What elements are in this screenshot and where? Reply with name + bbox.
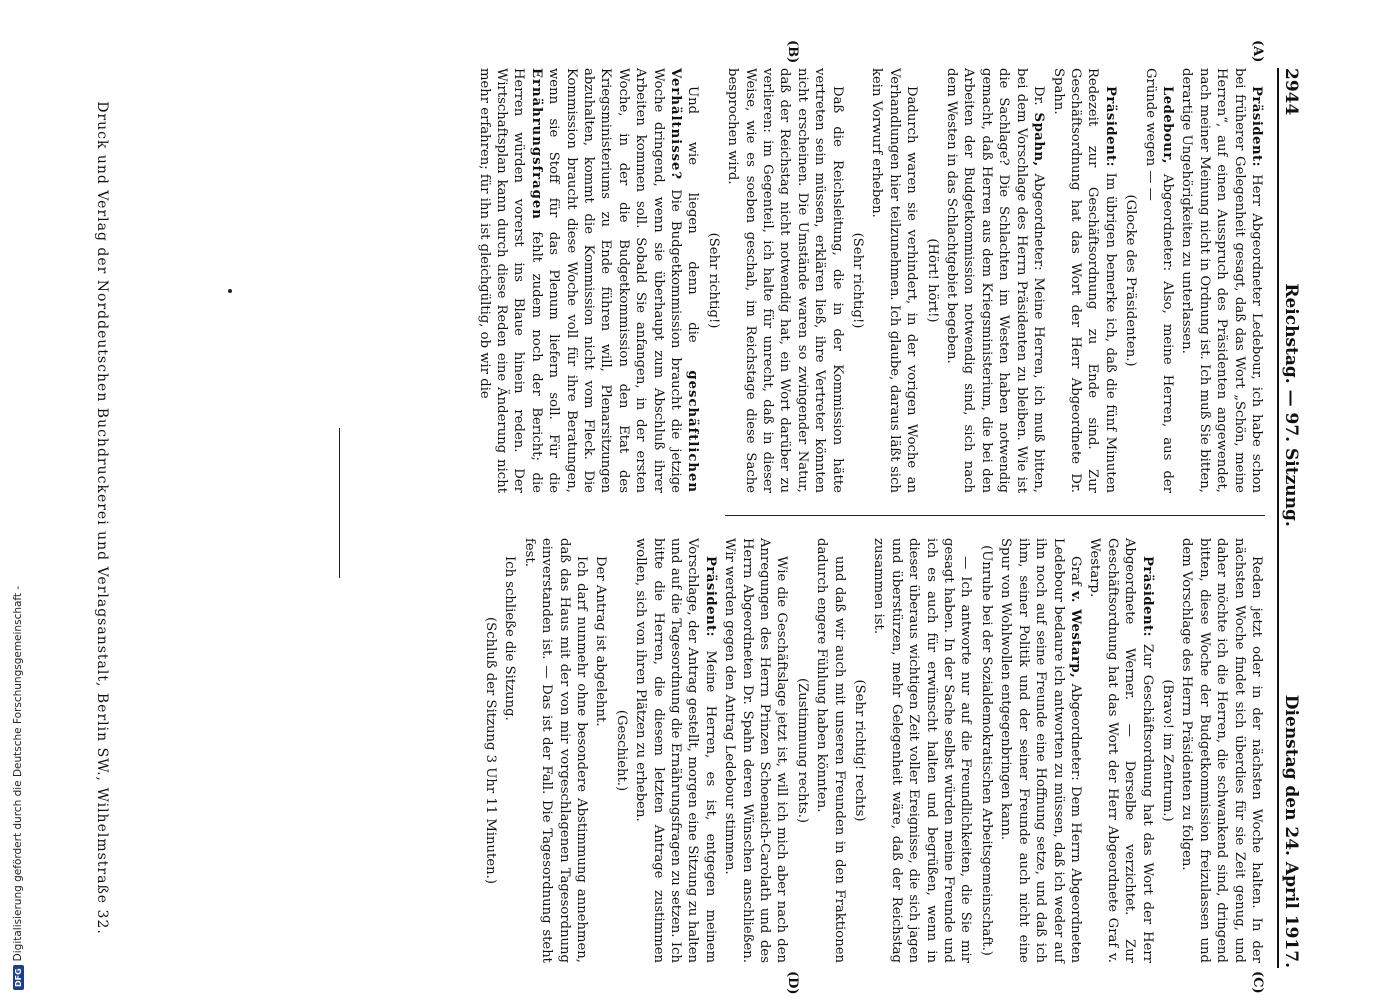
speech-text: Die Budgetkommission braucht die jetzige Woche dringend, wenn sie überhaupt zum Abschluß ihrer Arbeiten kommen soll. Sobald Sie anfangen, in der ersten Woche, in der die Budgetkommission den Etat des Kriegsministeriums zu Ende führen will, Plenarsitzungen abzuhalten, kommt die Kommission nicht vom Fleck. Die Kommission braucht diese Woche voll für ihre Beratungen, wenn sie Stoff für das Plenum liefern soll. Für die — [546, 68, 683, 493]
paragraph: Daß die Reichsleitung, die in der Kommission hätte vertreten sein müssen, erklären ließ, ihre Vertreter könnten nicht erscheinen. Die Umstände waren so zwingender Natur, daß der Reichstag nicht notwendig hat, ein Wort darüber zu verlieren: im Gegenteil, ich halte für unrecht, daß in dieser Weise, wie es soeben geschah, im Reichstage diese Sache besprochen wird. — [725, 68, 845, 493]
interjection: (Unruhe bei der Sozialdemokratischen Arbeitsgemeinschaft.) — [978, 545, 994, 956]
speaker-name: Präsident: — [702, 556, 718, 638]
interjection: (Zustimmung rechts.) — [794, 677, 810, 824]
speaker-name: v. Westarp, — [1067, 591, 1083, 679]
digitization-note — [12, 586, 24, 990]
speaker-name: Präsident: — [1139, 556, 1155, 638]
speech-text: Abgeordneter: Meine Herren, ich muß bitten, bei dem Vorschlage des Herrn Präsidenten zu bleiben. Wie ist die Sachlage? Die Schlachten im Westen haben notwendig gemacht, daß Herren aus dem Kriegsministerium, die bei den Arbeiten der Budgetkommission notwendig sind, sich nach dem Westen in das Schlachtgebiet begeben. — [944, 68, 1047, 493]
speech-text: Abgeordneter: Also, meine Herren, aus der Gründe wegen — — — [1142, 68, 1175, 493]
speaker-prefix: Graf — [1067, 556, 1083, 586]
interjection: (Hört! hört!) — [924, 238, 940, 323]
dfg-logo: DFG — [13, 965, 24, 990]
margin-marker-c: (C) — [1250, 971, 1265, 994]
interjection: (Geschieht.) — [613, 709, 629, 792]
digitization-text: Digitalisierung gefördert durch die Deutsche Forschungsgemeinschaft - — [12, 585, 24, 962]
session-closing-note: (Schluß der Sitzung 3 Uhr 11 Minuten.) — [482, 617, 498, 884]
speech-text: Herr Abgeordneter Ledebour, ich habe schon bei früherer Gelegenheit gesagt, daß das Wort „Schön, meine Herren“, auf einen Ausspruch des Präsidenten angewendet, nach meiner Meinung nicht in Ordnung ist. Ich muß Sie bitten, derartige Ungehörigkeiten zu unterlassen. — [1179, 68, 1264, 493]
header-title: Reichstag. — 97. Sitzung. — [1281, 283, 1301, 527]
paragraph — [1049, 68, 1119, 493]
right-column — [479, 538, 1265, 963]
paragraph: Ich darf nunmehr ohne besondere Abstimmung annehmen, daß das Haus mit der von mir vorgeschlagenen Tagesordnung einverstanden ist. — Das ist der Fall. Die Tagesordnung steht fest. — [521, 538, 589, 963]
left-column — [473, 68, 1265, 493]
speech-text: Und wie liegen denn die — [685, 86, 701, 343]
paragraph: — Ich antworte nur auf die Freundlichkeiten, die Sie mir gesagt haben. In der Sache selbst würden meine Freunde und ich es auch für erwünscht halten und begrüßen, wenn in dieser überaus wichtigen Zeit voller Ereignisse, die sich jagen und überstürzen, mehr Gelegenheit wäre, daß der Reichstag zusammen ist. — [871, 538, 974, 963]
paragraph: Reden jetzt oder in der nächsten Woche halten. In der nächsten Woche findet sich überdies für sie Zeit genug, und daher möchte ich die Herren, die schwankend sind, dringend bitten, diese Woche der Budgetkommission freizulassen und dem Vorschlage des Herrn Präsidenten zu folgen. — [1179, 538, 1264, 963]
speech-text: fehlt zudem noch der Bericht; die Herren würden vorerst ins Blaue hinein reden. Der Wirtschaftsplan kann durch diese Reden eine Änderung nicht mehr erfahren; für ihn ist gleichgültig, ob wir die — [476, 68, 544, 493]
paragraph — [632, 538, 719, 963]
paragraph — [1178, 68, 1265, 493]
printer-imprint: Druck und Verlag der Norddeutschen Buchdruckerei und Verlagsanstalt, Berlin SW., Wilhelmstraße 32. — [94, 101, 110, 935]
speaker-name: Ledebour, — [1159, 86, 1175, 164]
separator-rule — [339, 428, 340, 578]
page-number: 2944 — [1281, 68, 1301, 116]
paragraph — [475, 68, 701, 493]
speech-text: Zur Geschäftsordnung hat das Wort der Herr Abgeordnete Werner. — Derselbe verzichtet. Zur Geschäftsordnung hat das Wort der Herr Abgeordnete Graf v. Westarp. — [1087, 538, 1155, 963]
paragraph — [1086, 538, 1156, 963]
paragraph — [943, 68, 1047, 493]
speech-text: Meine Herren, es ist, entgegen meinem Vorschlage, der Antrag gestellt, morgen eine Sitzung zu halten und auf die Tagesordnung die Ernährungsfragen zu setzen. Ich bitte die Herren, die diesem letzten Antrage zustimmen wollen, sich von ihren Plätzen zu erheben. — [633, 538, 718, 963]
paragraph — [1141, 68, 1176, 493]
margin-marker-b: (B) — [785, 40, 800, 64]
page-header — [1277, 68, 1305, 968]
speaker-name: Spahn, — [1031, 112, 1047, 167]
interjection: (Sehr richtig! rechts) — [852, 679, 868, 822]
interjection: (Glocke des Präsidenten.) — [1123, 194, 1139, 367]
margin-marker-d: (D) — [785, 971, 800, 995]
speech-text: Abgeordneter: Dem Herrn Abgeordneten Ledebour bedaure ich antworten zu müssen, daß ich weder auf ihn noch auf seine Freunde eine Hoffnung setze, und daß ich ihm, seiner Politik und der seiner Freunde auch nicht eine Spur von Wohlwollen entgegenbringen kann. — [998, 538, 1083, 963]
column-divider — [725, 515, 1265, 516]
paragraph — [997, 538, 1084, 963]
paragraph: Wie die Geschäftslage jetzt ist, will ich mich aber nach den Anregungen des Herrn Prinzen Schoenaich-Carolath und des Herrn Abgeordneten Dr. Spahn deren Wünschen anschließen. Wir werden gegen den Antrag Ledebour stimmen. — [722, 538, 790, 963]
emphasis: Ernährungsfragen — [528, 68, 544, 220]
rotated-page — [65, 40, 1305, 995]
interjection: (Bravo! im Zentrum.) — [1159, 679, 1175, 822]
speaker-name: Präsident: — [1249, 86, 1264, 168]
paragraph: und daß wir auch mit unseren Freunden in den Fraktionen dadurch engere Fühlung haben könnten. — [814, 538, 847, 963]
paragraph: Der Antrag ist abgelehnt. — [593, 556, 609, 727]
paragraph: Dadurch waren sie verhindert, in der vorigen Woche an Verhandlungen hier teilzunehmen. Ich glaube, daraus läßt sich kein Vorwurf erheben. — [869, 68, 920, 493]
speaker-prefix: Dr. — [1031, 86, 1047, 106]
speech-text: Im übrigen bemerke ich, daß die fünf Minuten Redezeit zur Geschäftsordnung zu Ende sind. Zur Geschäftsordnung hat das Wort der Herr Abgeordnete Dr. Spahn. — [1050, 68, 1118, 493]
speaker-name: Präsident: — [1102, 86, 1118, 168]
interjection: (Sehr richtig!) — [850, 232, 866, 329]
scan-speck — [228, 289, 232, 293]
paragraph: Ich schließe die Sitzung. — [502, 556, 518, 721]
interjection: (Sehr richtig!) — [705, 232, 721, 329]
margin-marker-a: (A) — [1250, 40, 1265, 63]
header-date: Dienstag den 24. April 1917. — [1281, 694, 1301, 968]
emphasis: geschäftlichen Verhältnisse? — [668, 68, 701, 493]
